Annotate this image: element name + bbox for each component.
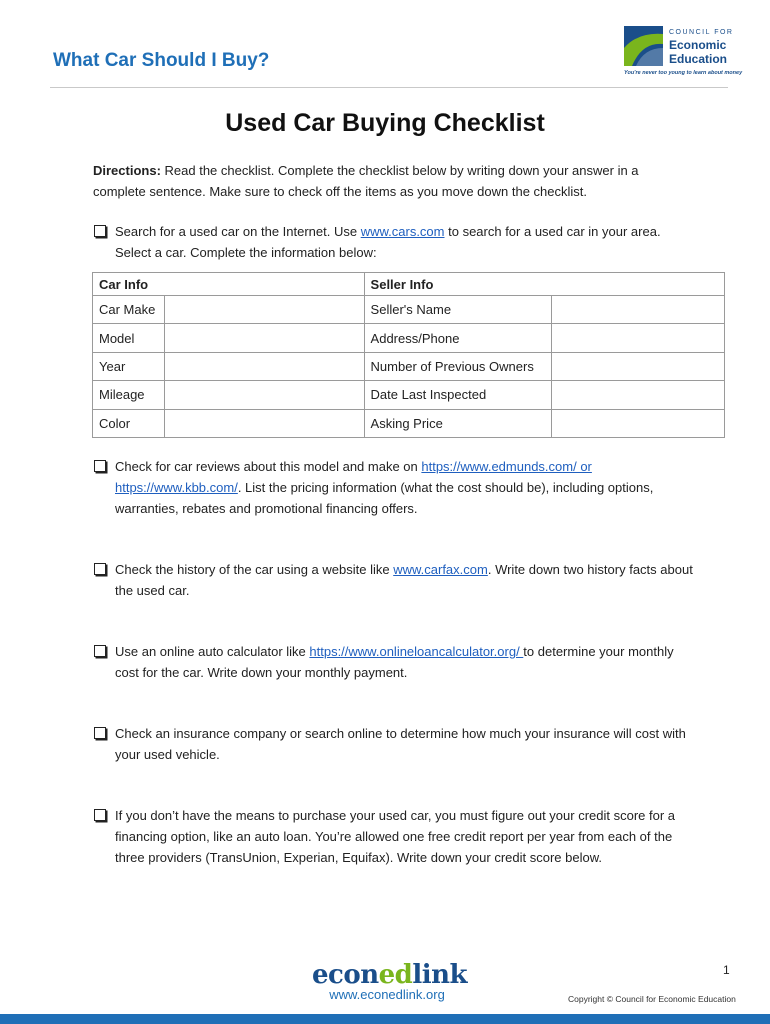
checklist-item-reviews <box>93 456 693 519</box>
page-number: 1 <box>723 963 730 977</box>
econedlink-wordmark <box>312 960 468 990</box>
cee-logo-mark-icon <box>624 26 663 72</box>
seller-info-value-cell[interactable] <box>552 296 725 324</box>
item-text: to determine your monthly cost for the car. Write down your monthly payment. <box>115 644 674 680</box>
item-text: If you don’t have the means to purchase your used car, you must figure out your credit score for a financing option, like an auto loan. You’re allowed one free credit report per year from each of the three providers (TransUnion, Experian, Equifax). Write down your credit score below. <box>115 808 676 865</box>
seller-info-value-cell[interactable] <box>552 352 725 380</box>
item-text: to search for a used car in your area. Select a car. Complete the information below: <box>115 224 661 260</box>
seller-info-label: Seller's Name <box>364 296 552 324</box>
document-title: Used Car Buying Checklist <box>225 109 545 137</box>
car-info-label: Car Make <box>93 296 165 324</box>
car-info-table <box>92 272 725 438</box>
header-seller-info: Seller Info <box>364 273 724 296</box>
directions-paragraph <box>93 160 693 202</box>
brand-part-ed: ed <box>378 960 413 990</box>
edmunds-link[interactable]: https://www.edmunds.com/ or <box>421 459 592 474</box>
header-divider <box>50 87 728 88</box>
table-row <box>93 324 725 352</box>
seller-info-value-cell[interactable] <box>552 324 725 352</box>
loan-calculator-link[interactable]: https://www.onlineloancalculator.org/ <box>309 644 524 659</box>
brand-part-link: link <box>412 960 468 990</box>
item-text: Check an insurance company or search online to determine how much your insurance will cost with your used vehicle. <box>115 726 686 762</box>
checkbox[interactable] <box>94 460 106 472</box>
checkbox[interactable] <box>94 809 106 821</box>
car-info-value-cell[interactable] <box>164 352 364 380</box>
checklist-item-history <box>93 559 693 601</box>
seller-info-label: Address/Phone <box>364 324 552 352</box>
table-row <box>93 296 725 324</box>
seller-info-label: Date Last Inspected <box>364 381 552 409</box>
car-info-value-cell[interactable] <box>164 296 364 324</box>
bottom-bar <box>0 1014 770 1024</box>
item-text: Use an online auto calculator like <box>115 644 310 659</box>
copyright-notice: Copyright © Council for Economic Education <box>568 994 736 1004</box>
header-title: What Car Should I Buy? <box>53 50 270 71</box>
item-text: Check the history of the car using a website like <box>115 562 394 577</box>
checklist-item-insurance <box>93 723 693 765</box>
car-info-label: Color <box>93 409 165 437</box>
car-info-label: Model <box>93 324 165 352</box>
header-car-info: Car Info <box>93 273 365 296</box>
checkbox[interactable] <box>94 727 106 739</box>
seller-info-value-cell[interactable] <box>552 409 725 437</box>
logo-tagline: You're never too young to learn about money <box>624 70 743 76</box>
table-row <box>93 409 725 437</box>
item-text: Search for a used car on the Internet. Use <box>115 224 361 239</box>
checklist-item-search <box>93 221 693 263</box>
checkbox[interactable] <box>94 645 106 657</box>
directions-label: Directions: <box>93 163 161 178</box>
carfax-link[interactable]: www.carfax.com <box>393 562 488 577</box>
car-info-value-cell[interactable] <box>164 381 364 409</box>
item-text: . Write down two history facts about the used car. <box>115 562 693 598</box>
item-text: Check for car reviews about this model and make on <box>115 459 422 474</box>
checkbox[interactable] <box>94 563 106 575</box>
logo-line-education: Education <box>669 52 728 66</box>
econedlink-url[interactable]: www.econedlink.org <box>329 987 445 1002</box>
item-text: . List the pricing information (what the cost should be), including options, warranties, rebates and promotional financing offers. <box>115 480 654 516</box>
seller-info-value-cell[interactable] <box>552 381 725 409</box>
table-header-row <box>93 273 725 296</box>
checklist-item-calculator <box>93 641 693 683</box>
checklist-item-credit <box>93 805 693 868</box>
brand-part-econ: econ <box>312 960 379 990</box>
kbb-link[interactable]: https://www.kbb.com/ <box>115 480 238 495</box>
cars-link[interactable]: www.cars.com <box>360 224 445 239</box>
logo-line-economic: Economic <box>669 38 727 52</box>
car-info-value-cell[interactable] <box>164 324 364 352</box>
car-info-value-cell[interactable] <box>164 409 364 437</box>
table-row <box>93 352 725 380</box>
seller-info-label: Number of Previous Owners <box>364 352 552 380</box>
car-info-label: Year <box>93 352 165 380</box>
logo-top-line: COUNCIL FOR <box>669 29 734 36</box>
table-row <box>93 381 725 409</box>
econedlink-brand <box>312 960 468 1002</box>
directions-text: Read the checklist. Complete the checklist below by writing down your answer in a complete sentence. Make sure to check off the items as you move down the checklist. <box>93 163 639 199</box>
checkbox[interactable] <box>94 225 106 237</box>
cee-logo <box>624 26 743 78</box>
seller-info-label: Asking Price <box>364 409 552 437</box>
car-info-label: Mileage <box>93 381 165 409</box>
